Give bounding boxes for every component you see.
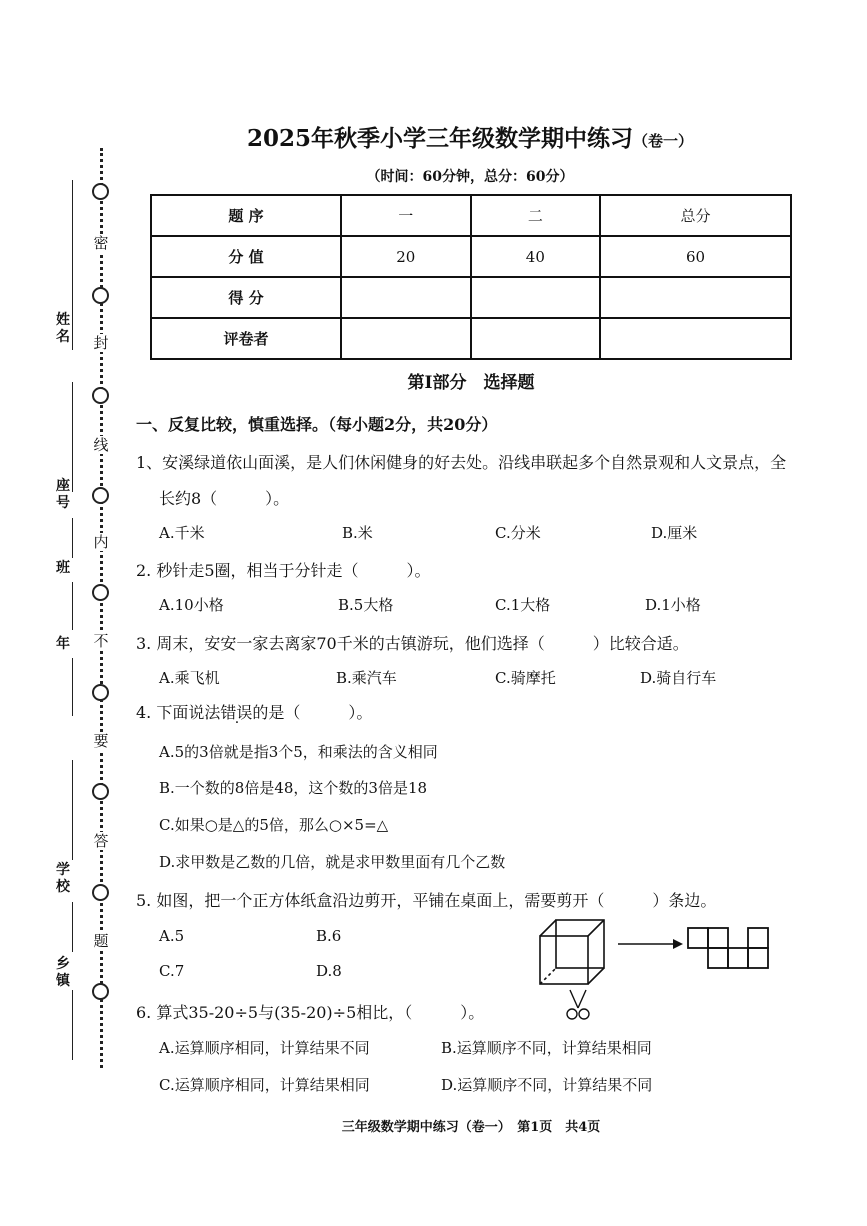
option-d[interactable]: D.求甲数是乙数的几倍，就是求甲数里面有几个乙数 <box>159 853 506 871</box>
binding-hole <box>92 983 109 1000</box>
table-cell: 总分 <box>600 195 791 236</box>
option-d[interactable]: D.运算顺序不同，计算结果不同 <box>441 1076 653 1094</box>
title-text: 2025年秋季小学三年级数学期中练习 <box>246 125 633 152</box>
table-cell: 20 <box>341 236 471 277</box>
table-cell: 40 <box>471 236 601 277</box>
question-4-stem <box>136 700 372 723</box>
table-cell: 评卷者 <box>151 318 341 359</box>
seat-label: 座号 <box>56 478 70 511</box>
score-input-cell[interactable] <box>600 277 791 318</box>
option-c[interactable]: C.分米 <box>495 524 541 542</box>
seal-char: 线 <box>91 436 111 454</box>
option-d[interactable]: D.骑自行车 <box>640 669 717 687</box>
cube-unfold-figure <box>528 908 790 1026</box>
table-cell: 题 序 <box>151 195 341 236</box>
emphasized-word: 错误 <box>220 703 253 722</box>
town-blank-line <box>72 902 73 952</box>
option-a[interactable]: A.5的3倍就是指3个5，和乘法的含义相同 <box>159 743 438 761</box>
option-d[interactable]: D.8 <box>316 962 342 980</box>
option-b[interactable]: B.5大格 <box>338 596 394 614</box>
seal-char: 内 <box>91 533 111 551</box>
grader-input-cell[interactable] <box>341 318 471 359</box>
exam-title <box>150 120 790 153</box>
score-input-cell[interactable] <box>341 277 471 318</box>
option-c[interactable]: C.如果○是△的5倍，那么○×5=△ <box>159 816 389 834</box>
option-b[interactable]: B.一个数的8倍是48，这个数的3倍是18 <box>159 779 428 797</box>
seal-char: 答 <box>91 832 111 850</box>
name-label: 姓名 <box>56 312 70 345</box>
question-2-stem: 2. 秒针走5圈，相当于分针走（ ）。 <box>136 561 431 580</box>
cube-net-icon <box>688 928 768 968</box>
table-cell: 二 <box>471 195 601 236</box>
option-c[interactable]: C.运算顺序相同，计算结果相同 <box>159 1076 370 1094</box>
school-blank-line <box>72 760 73 860</box>
option-c[interactable]: C.骑摩托 <box>495 669 556 687</box>
grade-blank-line <box>72 582 73 630</box>
question-3-stem: 3. 周末，安安一家去离家70千米的古镇游玩，他们选择（ ）比较合适。 <box>136 634 689 653</box>
cube-icon <box>540 920 604 984</box>
option-c[interactable]: C.7 <box>159 962 185 980</box>
table-row <box>151 277 791 318</box>
option-c[interactable]: C.1大格 <box>495 596 551 614</box>
grader-input-cell[interactable] <box>600 318 791 359</box>
option-b[interactable]: B.运算顺序不同，计算结果相同 <box>441 1039 652 1057</box>
table-cell: 一 <box>341 195 471 236</box>
option-b[interactable]: B.乘汽车 <box>336 669 397 687</box>
table-row <box>151 236 791 277</box>
exam-subtitle: （时间：60分钟，总分：60分） <box>366 169 574 185</box>
part-heading: 一、反复比较，慎重选择。（每小题2分，共20分） <box>136 415 498 434</box>
option-b[interactable]: B.6 <box>316 927 342 945</box>
binding-hole <box>92 183 109 200</box>
table-cell: 得 分 <box>151 277 341 318</box>
table-row <box>151 195 791 236</box>
option-d[interactable]: D.厘米 <box>651 524 698 542</box>
section-title: 第Ⅰ部分 选择题 <box>407 373 535 393</box>
table-cell: 60 <box>600 236 791 277</box>
binding-hole <box>92 584 109 601</box>
option-b[interactable]: B.米 <box>342 524 373 542</box>
school-label: 学校 <box>56 862 70 895</box>
option-a[interactable]: A.5 <box>159 927 185 945</box>
option-a[interactable]: A.乘飞机 <box>159 669 220 687</box>
grade-label: 年 <box>56 636 70 652</box>
binding-hole <box>92 287 109 304</box>
binding-hole <box>92 884 109 901</box>
score-input-cell[interactable] <box>471 277 601 318</box>
score-table <box>150 194 792 360</box>
seal-char: 封 <box>91 334 111 352</box>
stem-prefix: 4. 下面说法 <box>136 703 221 722</box>
binding-hole <box>92 487 109 504</box>
grader-input-cell[interactable] <box>471 318 601 359</box>
grade-blank-line <box>72 658 73 716</box>
table-row <box>151 318 791 359</box>
town-blank-line <box>72 990 73 1060</box>
table-cell: 分 值 <box>151 236 341 277</box>
arrow-icon <box>618 939 683 949</box>
seal-char: 不 <box>91 632 111 650</box>
option-d[interactable]: D.1小格 <box>645 596 701 614</box>
question-1-stem-cont: 长约8（ ）。 <box>159 489 290 508</box>
option-a[interactable]: A.10小格 <box>159 596 224 614</box>
binding-hole <box>92 783 109 800</box>
binding-hole <box>92 684 109 701</box>
class-blank-line <box>72 518 73 558</box>
seat-blank-line <box>72 382 73 492</box>
question-5-stem: 5. 如图，把一个正方体纸盒沿边剪开，平铺在桌面上，需要剪开（ ）条边。 <box>136 891 717 910</box>
question-6-stem: 6. 算式35-20÷5与(35-20)÷5相比，（ ）。 <box>136 1003 485 1022</box>
title-suffix: （卷一） <box>633 132 694 150</box>
question-1-stem: 1、安溪绿道依山面溪，是人们休闲健身的好去处。沿线串联起多个自然景观和人文景点，全 <box>136 453 787 472</box>
scissors-icon <box>567 990 589 1019</box>
stem-suffix: 的是（ ）。 <box>252 703 373 722</box>
page-footer: 三年级数学期中练习（卷一） 第1页 共4页 <box>341 1120 601 1135</box>
seal-char: 题 <box>91 932 111 950</box>
binding-dotted-line <box>100 148 103 1068</box>
town-label: 乡镇 <box>56 956 70 989</box>
seal-char: 要 <box>91 732 111 750</box>
option-a[interactable]: A.运算顺序相同，计算结果不同 <box>159 1039 370 1057</box>
option-a[interactable]: A.千米 <box>159 524 205 542</box>
class-label: 班 <box>56 560 70 576</box>
binding-hole <box>92 387 109 404</box>
seal-char: 密 <box>91 234 111 252</box>
